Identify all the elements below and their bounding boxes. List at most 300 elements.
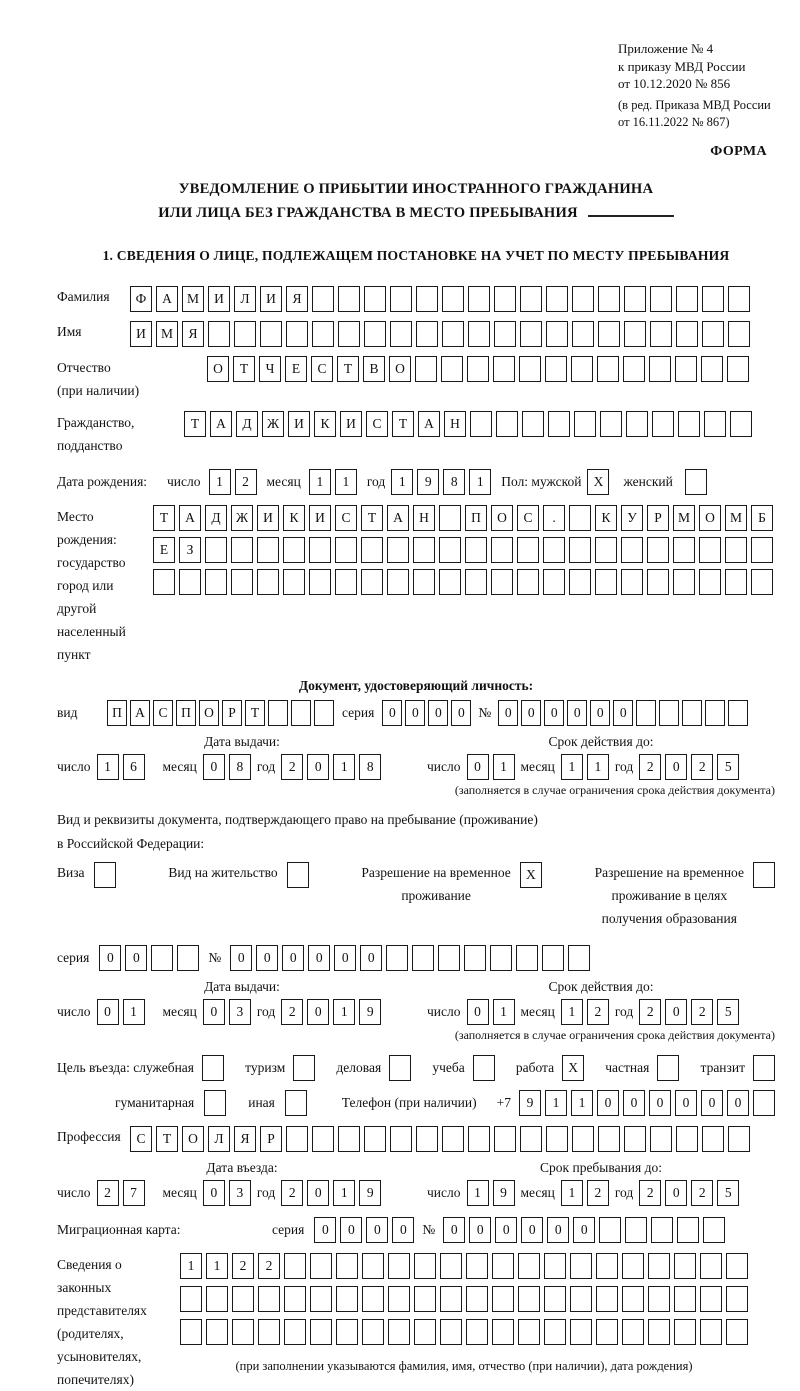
char-cell xyxy=(703,1217,725,1243)
char-cell xyxy=(699,537,721,563)
char-cell xyxy=(151,945,173,971)
char-cell xyxy=(546,1126,568,1152)
char-cell: 5 xyxy=(717,754,739,780)
char-cell xyxy=(440,1286,462,1312)
entry-month-cells xyxy=(203,1180,251,1206)
char-cell: 0 xyxy=(597,1090,619,1116)
annex-header xyxy=(618,40,775,130)
char-cell xyxy=(335,537,357,563)
month-label: месяц xyxy=(266,474,301,490)
doc-series-cells xyxy=(382,700,471,726)
purpose-private-checkbox xyxy=(657,1055,679,1081)
char-cell xyxy=(546,286,568,312)
doc-valid-note: (заполняется в случае ограничения срока действия документа) xyxy=(454,783,775,798)
char-cell xyxy=(205,569,227,595)
char-cell xyxy=(153,569,175,595)
char-cell xyxy=(414,1286,436,1312)
phone-cells xyxy=(519,1090,775,1116)
residence-permit-label: Вид на жительство xyxy=(168,864,278,880)
char-cell xyxy=(440,1319,462,1345)
purpose-row xyxy=(57,1055,775,1081)
char-cell xyxy=(572,1126,594,1152)
char-cell: 8 xyxy=(229,754,251,780)
char-cell xyxy=(674,1253,696,1279)
char-cell xyxy=(491,537,513,563)
char-cell: О xyxy=(699,505,721,531)
char-cell xyxy=(516,945,538,971)
purpose-other-checkbox xyxy=(285,1090,307,1116)
char-cell xyxy=(647,537,669,563)
char-cell xyxy=(177,945,199,971)
char-cell xyxy=(496,411,518,437)
char-cell xyxy=(493,356,515,382)
char-cell xyxy=(728,321,750,347)
char-cell: 2 xyxy=(281,1180,303,1206)
char-cell xyxy=(390,1126,412,1152)
char-cell xyxy=(415,356,437,382)
purpose-study-group xyxy=(432,1055,494,1081)
char-cell xyxy=(439,569,461,595)
profession-cells xyxy=(130,1126,750,1152)
char-cell xyxy=(702,1126,724,1152)
char-cell: 0 xyxy=(340,1217,362,1243)
title-line-2: ИЛИ ЛИЦА БЕЗ ГРАЖДАНСТВА В МЕСТО ПРЕБЫВАНИЯ xyxy=(158,204,578,221)
birthplace-cells-block xyxy=(153,505,773,601)
char-cell: 9 xyxy=(519,1090,541,1116)
char-cell: 0 xyxy=(307,999,329,1025)
char-cell: М xyxy=(725,505,747,531)
char-cell xyxy=(283,537,305,563)
char-cell: 2 xyxy=(691,754,713,780)
char-cell: 0 xyxy=(544,700,564,726)
doc-issue-date-label: Дата выдачи: xyxy=(204,734,280,750)
char-cell xyxy=(522,411,544,437)
document-title xyxy=(57,178,775,224)
char-cell: 0 xyxy=(99,945,121,971)
char-cell xyxy=(673,537,695,563)
stay-year-cells xyxy=(639,1180,739,1206)
char-cell: 1 xyxy=(309,469,331,495)
char-cell: 6 xyxy=(123,754,145,780)
char-cell: 9 xyxy=(359,999,381,1025)
birthdate-label: Дата рождения: xyxy=(57,474,148,490)
char-cell: Т xyxy=(153,505,175,531)
birthplace-cells-2 xyxy=(153,537,773,563)
char-cell: П xyxy=(465,505,487,531)
mig-number-label: № xyxy=(422,1221,436,1237)
char-cell: 1 xyxy=(571,1090,593,1116)
char-cell: 5 xyxy=(717,1180,739,1206)
char-cell xyxy=(283,569,305,595)
char-cell xyxy=(544,1253,566,1279)
permit-valid-note: (заполняется в случае ограничения срока действия документа) xyxy=(454,1027,775,1042)
edu-residence-group xyxy=(595,862,775,931)
char-cell: 0 xyxy=(334,945,356,971)
char-cell: Б xyxy=(751,505,773,531)
section-1-heading: 1. СВЕДЕНИЯ О ЛИЦЕ, ПОДЛЕЖАЩЕМ ПОСТАНОВКЕ НА УЧЕТ ПО МЕСТУ ПРЕБЫВАНИЯ xyxy=(102,248,730,264)
name-label: Имя xyxy=(57,324,82,340)
char-cell: 2 xyxy=(258,1253,280,1279)
birth-year-cells xyxy=(391,469,491,495)
char-cell xyxy=(543,537,565,563)
char-cell: А xyxy=(156,286,178,312)
char-cell: А xyxy=(210,411,232,437)
temp-residence-group xyxy=(361,862,541,908)
char-cell: 0 xyxy=(307,1180,329,1206)
char-cell: 1 xyxy=(561,1180,583,1206)
char-cell: К xyxy=(283,505,305,531)
doc-dates-row xyxy=(57,754,775,780)
char-cell xyxy=(468,286,490,312)
char-cell: 2 xyxy=(639,999,661,1025)
char-cell: С xyxy=(335,505,357,531)
doc-number-cells xyxy=(498,700,748,726)
char-cell xyxy=(442,1126,464,1152)
edition-line: от 16.11.2022 № 867) xyxy=(618,114,730,129)
char-cell xyxy=(621,537,643,563)
char-cell: 2 xyxy=(97,1180,119,1206)
char-cell xyxy=(624,1126,646,1152)
char-cell: . xyxy=(543,505,565,531)
char-cell xyxy=(678,411,700,437)
char-cell xyxy=(260,321,282,347)
char-cell: 0 xyxy=(467,999,489,1025)
char-cell xyxy=(570,1319,592,1345)
char-cell: 0 xyxy=(649,1090,671,1116)
char-cell xyxy=(622,1253,644,1279)
char-cell xyxy=(362,1253,384,1279)
char-cell: Ф xyxy=(130,286,152,312)
char-cell xyxy=(520,1126,542,1152)
edu-residence-label: Разрешение на временное проживание в целях получения образования xyxy=(594,864,744,926)
purpose-official-group xyxy=(57,1055,224,1081)
char-cell xyxy=(518,1286,540,1312)
char-cell xyxy=(753,1090,775,1116)
char-cell: С xyxy=(311,356,333,382)
char-cell xyxy=(494,321,516,347)
char-cell: М xyxy=(156,321,178,347)
char-cell xyxy=(466,1253,488,1279)
doc-dates-header xyxy=(57,734,775,750)
char-cell xyxy=(442,286,464,312)
char-cell xyxy=(624,321,646,347)
birthplace-cells-3 xyxy=(153,569,773,595)
char-cell xyxy=(309,569,331,595)
char-cell: И xyxy=(309,505,331,531)
char-cell: А xyxy=(387,505,409,531)
char-cell xyxy=(257,537,279,563)
char-cell: 2 xyxy=(639,1180,661,1206)
representatives-cells-1 xyxy=(180,1253,748,1279)
char-cell xyxy=(310,1286,332,1312)
char-cell xyxy=(231,569,253,595)
purpose-tourism-checkbox xyxy=(293,1055,315,1081)
char-cell xyxy=(179,569,201,595)
citizenship-row xyxy=(57,411,775,457)
id-doc-heading: Документ, удостоверяющий личность: xyxy=(298,678,534,694)
id-doc-row xyxy=(57,700,775,726)
doc-valid-month-cells xyxy=(561,754,609,780)
char-cell: П xyxy=(176,700,196,726)
char-cell: Т xyxy=(156,1126,178,1152)
char-cell xyxy=(596,1319,618,1345)
sex-female-label: женский xyxy=(623,474,673,490)
char-cell: 0 xyxy=(428,700,448,726)
char-cell xyxy=(726,1253,748,1279)
char-cell xyxy=(439,505,461,531)
char-cell: 0 xyxy=(727,1090,749,1116)
birthplace-label: Место рождения: государство город или другой населенный пункт xyxy=(57,509,126,663)
permit-number-cells xyxy=(230,945,590,971)
char-cell xyxy=(416,321,438,347)
char-cell xyxy=(492,1253,514,1279)
char-cell xyxy=(675,356,697,382)
char-cell xyxy=(676,286,698,312)
char-cell xyxy=(596,1286,618,1312)
char-cell xyxy=(441,356,463,382)
char-cell: 0 xyxy=(125,945,147,971)
char-cell xyxy=(361,569,383,595)
char-cell xyxy=(648,1286,670,1312)
entry-year-cells xyxy=(281,1180,381,1206)
doc-valid-year-cells xyxy=(639,754,739,780)
char-cell: Я xyxy=(182,321,204,347)
char-cell: 1 xyxy=(561,754,583,780)
annex-line: к приказу МВД России xyxy=(618,58,746,74)
char-cell: 0 xyxy=(701,1090,723,1116)
char-cell xyxy=(569,569,591,595)
char-cell: З xyxy=(179,537,201,563)
char-cell xyxy=(701,356,723,382)
char-cell xyxy=(545,356,567,382)
char-cell xyxy=(414,1253,436,1279)
char-cell: 1 xyxy=(469,469,491,495)
char-cell xyxy=(676,321,698,347)
char-cell xyxy=(622,1319,644,1345)
char-cell: А xyxy=(418,411,440,437)
char-cell: 3 xyxy=(229,999,251,1025)
char-cell xyxy=(309,537,331,563)
char-cell xyxy=(648,1253,670,1279)
char-cell xyxy=(700,1286,722,1312)
char-cell: 0 xyxy=(382,700,402,726)
char-cell: У xyxy=(621,505,643,531)
char-cell xyxy=(730,411,752,437)
char-cell: 0 xyxy=(392,1217,414,1243)
char-cell xyxy=(682,700,702,726)
purpose-tourism-label: туризм xyxy=(245,1059,286,1075)
char-cell xyxy=(570,1286,592,1312)
char-cell xyxy=(518,1319,540,1345)
birthdate-row xyxy=(57,469,775,495)
char-cell: Н xyxy=(444,411,466,437)
char-cell: С xyxy=(153,700,173,726)
char-cell: 0 xyxy=(573,1217,595,1243)
char-cell xyxy=(286,1126,308,1152)
char-cell xyxy=(413,569,435,595)
char-cell xyxy=(412,945,434,971)
char-cell: 0 xyxy=(623,1090,645,1116)
char-cell: Д xyxy=(236,411,258,437)
stay-day-cells xyxy=(467,1180,515,1206)
permit-text: Вид и реквизиты документа, подтверждающего право на пребывание (проживание) в Российской Федерации: xyxy=(57,812,538,852)
char-cell xyxy=(598,286,620,312)
char-cell: И xyxy=(260,286,282,312)
char-cell xyxy=(310,1319,332,1345)
char-cell: 1 xyxy=(391,469,413,495)
doc-issue-year-cells xyxy=(281,754,381,780)
birthplace-cells-1 xyxy=(153,505,773,531)
char-cell xyxy=(626,411,648,437)
char-cell: Р xyxy=(260,1126,282,1152)
char-cell: 0 xyxy=(282,945,304,971)
char-cell xyxy=(336,1253,358,1279)
char-cell xyxy=(492,1319,514,1345)
char-cell: 2 xyxy=(232,1253,254,1279)
name-cells xyxy=(130,321,750,347)
profession-label: Профессия xyxy=(57,1128,121,1144)
day-label: число xyxy=(167,474,201,490)
char-cell: 8 xyxy=(443,469,465,495)
char-cell: Т xyxy=(233,356,255,382)
char-cell: И xyxy=(208,286,230,312)
char-cell: Ж xyxy=(231,505,253,531)
char-cell: 0 xyxy=(203,1180,225,1206)
char-cell xyxy=(520,321,542,347)
char-cell xyxy=(232,1286,254,1312)
char-cell: 0 xyxy=(590,700,610,726)
char-cell xyxy=(268,700,288,726)
char-cell xyxy=(546,321,568,347)
char-cell xyxy=(625,1217,647,1243)
char-cell: 2 xyxy=(691,1180,713,1206)
permit-valid-month-cells xyxy=(561,999,609,1025)
char-cell: Л xyxy=(208,1126,230,1152)
char-cell: 1 xyxy=(123,999,145,1025)
doc-type-cells xyxy=(107,700,334,726)
char-cell xyxy=(700,1319,722,1345)
char-cell: Т xyxy=(392,411,414,437)
char-cell: 2 xyxy=(587,999,609,1025)
char-cell xyxy=(466,1286,488,1312)
char-cell: 9 xyxy=(417,469,439,495)
char-cell: В xyxy=(363,356,385,382)
char-cell xyxy=(468,321,490,347)
char-cell: К xyxy=(595,505,617,531)
year-label: год xyxy=(366,474,386,490)
residence-permit-group xyxy=(168,862,308,888)
purpose-official-label: Цель въезда: служебная xyxy=(57,1059,194,1075)
char-cell: Т xyxy=(361,505,383,531)
char-cell xyxy=(387,537,409,563)
char-cell: 0 xyxy=(203,999,225,1025)
char-cell: 5 xyxy=(717,999,739,1025)
migration-card-label: Миграционная карта: xyxy=(57,1221,181,1237)
char-cell xyxy=(674,1286,696,1312)
char-cell xyxy=(517,569,539,595)
representatives-note: (при заполнении указываются фамилия, имя, отчество (при наличии), дата рождения) xyxy=(235,1358,693,1373)
char-cell xyxy=(623,356,645,382)
char-cell: 0 xyxy=(203,754,225,780)
char-cell xyxy=(364,321,386,347)
char-cell xyxy=(494,286,516,312)
char-cell xyxy=(728,700,748,726)
mig-series-label: серия xyxy=(272,1221,305,1237)
char-cell: И xyxy=(257,505,279,531)
char-cell xyxy=(677,1217,699,1243)
char-cell xyxy=(312,321,334,347)
stay-until-label: Срок пребывания до: xyxy=(540,1159,662,1175)
purpose-official-checkbox xyxy=(202,1055,224,1081)
purpose-private-label: частная xyxy=(605,1059,650,1075)
char-cell: 0 xyxy=(613,700,633,726)
permit-dates-row xyxy=(57,999,775,1025)
char-cell xyxy=(180,1319,202,1345)
char-cell: Я xyxy=(234,1126,256,1152)
char-cell xyxy=(704,411,726,437)
char-cell xyxy=(413,537,435,563)
char-cell xyxy=(390,286,412,312)
char-cell xyxy=(597,356,619,382)
char-cell xyxy=(258,1286,280,1312)
male-checkbox: X xyxy=(587,469,609,495)
name-row xyxy=(57,321,775,347)
char-cell: Н xyxy=(413,505,435,531)
patronymic-cells xyxy=(207,356,749,382)
permit-issue-month-cells xyxy=(203,999,251,1025)
citizenship-cells xyxy=(184,411,752,437)
char-cell: Ж xyxy=(262,411,284,437)
phone-group xyxy=(342,1090,775,1116)
char-cell xyxy=(314,700,334,726)
char-cell xyxy=(439,537,461,563)
char-cell: 1 xyxy=(545,1090,567,1116)
char-cell: 8 xyxy=(359,754,381,780)
char-cell xyxy=(465,537,487,563)
char-cell xyxy=(208,321,230,347)
char-cell xyxy=(702,321,724,347)
char-cell: 2 xyxy=(639,754,661,780)
char-cell: 0 xyxy=(360,945,382,971)
char-cell xyxy=(647,569,669,595)
doc-number-label: № xyxy=(478,705,492,721)
doc-type-label: вид xyxy=(57,705,78,721)
permit-valid-year-cells xyxy=(639,999,739,1025)
char-cell xyxy=(624,286,646,312)
char-cell xyxy=(649,356,671,382)
char-cell xyxy=(751,537,773,563)
surname-label: Фамилия xyxy=(57,289,110,305)
char-cell xyxy=(673,569,695,595)
char-cell: 1 xyxy=(587,754,609,780)
char-cell: 0 xyxy=(665,1180,687,1206)
char-cell xyxy=(595,569,617,595)
migration-card-row xyxy=(57,1217,775,1243)
char-cell: М xyxy=(182,286,204,312)
purpose-humanitarian-label: гуманитарная xyxy=(115,1094,195,1110)
char-cell xyxy=(651,1217,673,1243)
doc-issue-date: число 1 6 месяц 0 8 год 2 0 1 8 xyxy=(57,754,427,780)
permit-issue-day-cells xyxy=(97,999,145,1025)
char-cell: 2 xyxy=(587,1180,609,1206)
purpose-tourism-group xyxy=(245,1055,315,1081)
edition-line: (в ред. Приказа МВД России xyxy=(618,97,771,112)
char-cell: 0 xyxy=(567,700,587,726)
doc-valid-until-label: Срок действия до: xyxy=(548,734,654,750)
purpose-transit-checkbox xyxy=(753,1055,775,1081)
char-cell: 1 xyxy=(333,1180,355,1206)
char-cell xyxy=(621,569,643,595)
